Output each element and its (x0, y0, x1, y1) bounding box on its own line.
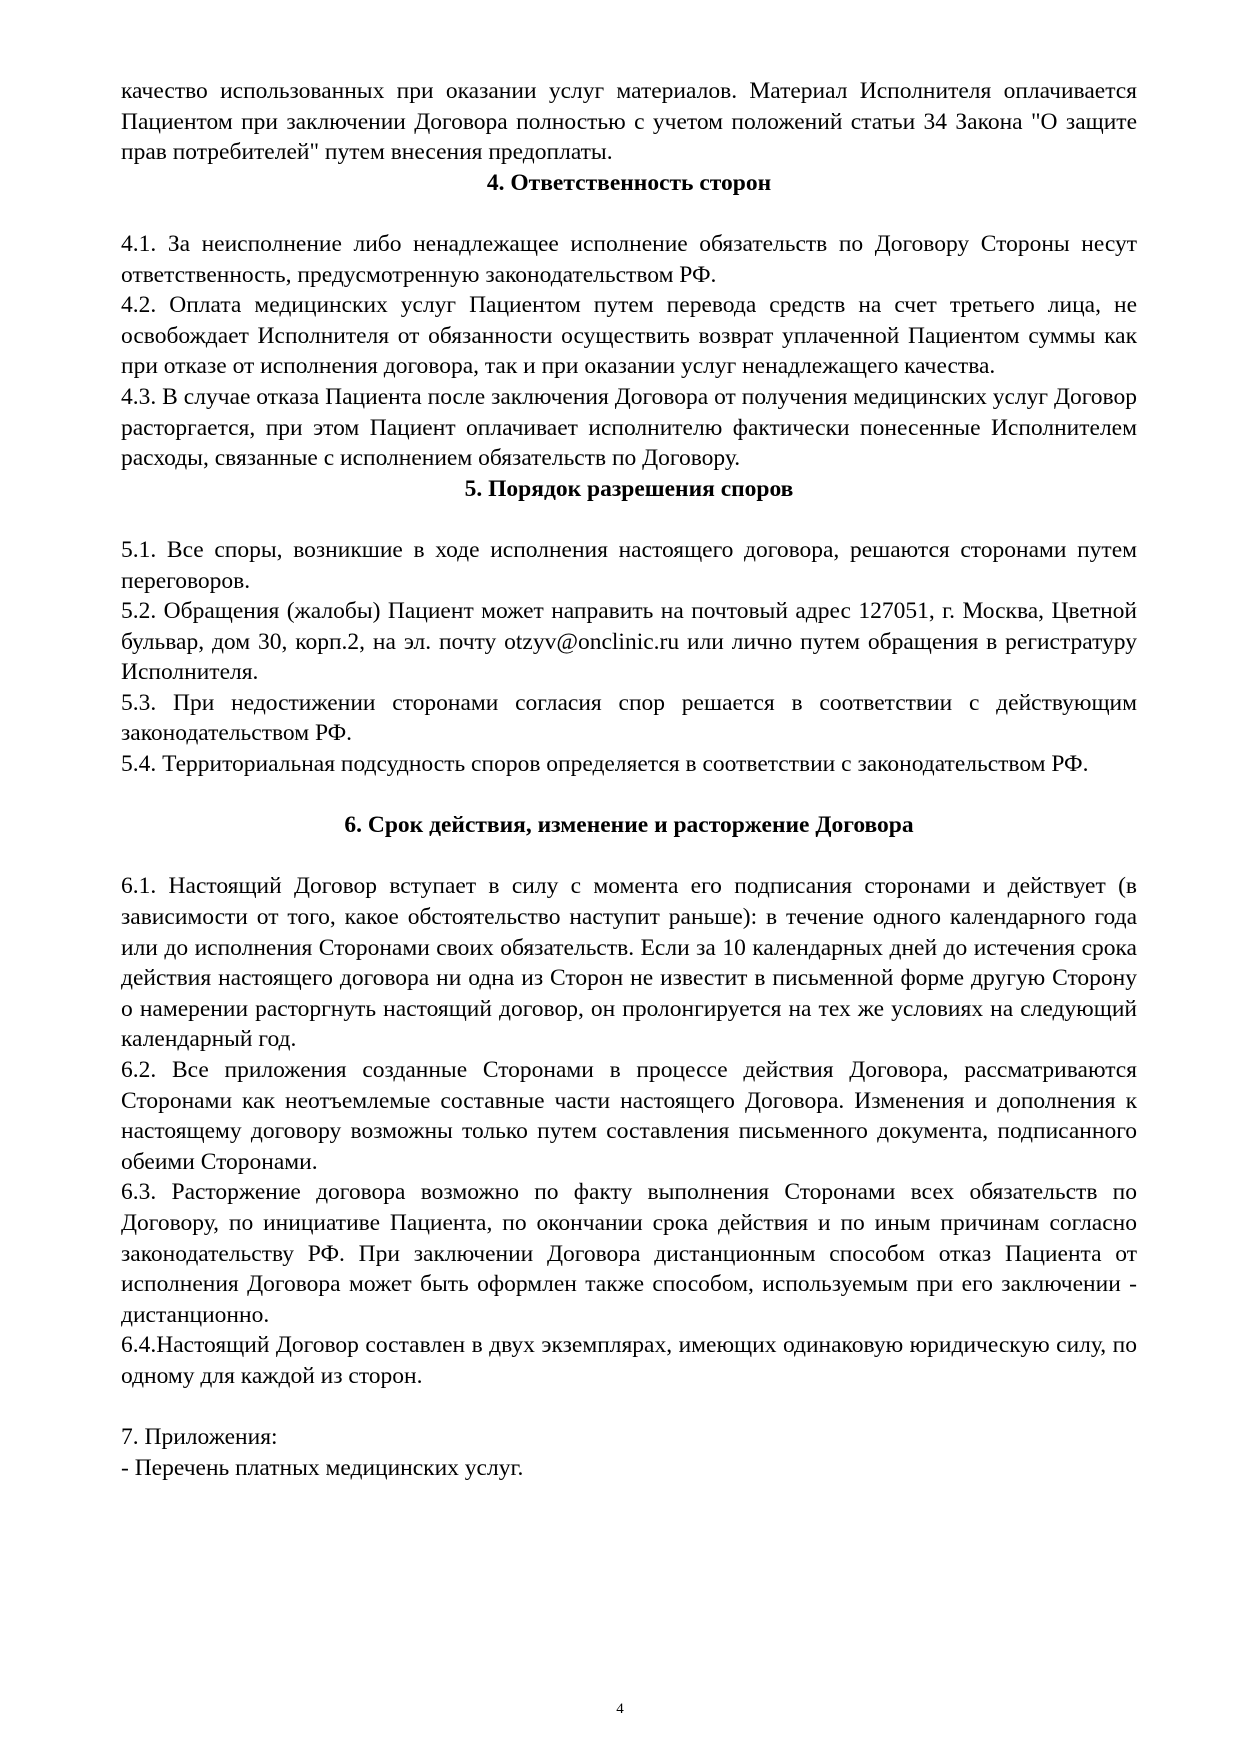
spacer (121, 504, 1137, 535)
page-number: 4 (616, 1701, 624, 1717)
clause-6-1: 6.1. Настоящий Договор вступает в силу с момента его подписания сторонами и действует (в зависимости от того, какое обстоятельство наступит раньше): в течение одного календарного года или до исполнения Сторонами своих обязательств. Если за 10 календарных дней до истечения срока действия настоящего договора ни одна из Сторон не известит в письменной форме другую Сторону о намерении расторгнуть настоящий договор, он пролонгируется на тех же условиях на следующий календарный год. (121, 873, 1137, 1053)
appendix-title: 7. Приложения: (121, 1424, 278, 1451)
section-6-heading: 6. Срок действия, изменение и расторжение Договора (344, 812, 914, 839)
clause-5-3: 5.3. При недостижении сторонами согласия спор решается в соответствии с действующим законодательством РФ. (121, 689, 1137, 747)
clause-5-1: 5.1. Все споры, возникшие в ходе исполнения настоящего договора, решаются сторонами путем переговоров. (121, 536, 1137, 594)
spacer (121, 1392, 1137, 1423)
clause-6-3: 6.3. Расторжение договора возможно по факту выполнения Сторонами всех обязательств по Договору, по инициативе Пациента, по окончании срока действия и по иным причинам согласно законодательству РФ. При заключении Договора дистанционным способом отказ Пациента от исполнения Договора может быть оформлен также способом, используемым при его заключении - дистанционно. (121, 1179, 1137, 1328)
intro-paragraph: качество использованных при оказании услуг материалов. Материал Исполнителя оплачивается Пациентом при заключении Договора полностью с учетом положений статьи 34 Закона "О защите прав потребителей" путем внесения предоплаты. (121, 78, 1137, 166)
document-body (121, 76, 1137, 1483)
clause-5-4: 5.4. Территориальная подсудность споров определяется в соответствии с законодательством РФ. (121, 751, 1089, 778)
clause-6-2: 6.2. Все приложения созданные Сторонами в процессе действия Договора, рассматриваются Сторонами как неотъемлемые составные части настоящего Договора. Изменения и дополнения к настоящему договору возможны только путем составления письменного документа, подписанного обеими Сторонами. (121, 1057, 1137, 1175)
clause-6-4: 6.4.Настоящий Договор составлен в двух экземплярах, имеющих одинаковую юридическую силу, по одному для каждой из сторон. (121, 1332, 1137, 1389)
clause-4-3: 4.3. В случае отказа Пациента после заключения Договора от получения медицинских услуг Договор расторгается, при этом Пациент оплачивает исполнителю фактически понесенные Исполнителем расходы, связанные с исполнением обязательств по Договору. (121, 383, 1137, 472)
spacer (121, 841, 1137, 872)
spacer (121, 198, 1137, 229)
section-5-heading: 5. Порядок разрешения споров (464, 475, 794, 502)
appendix-item: - Перечень платных медицинских услуг. (121, 1454, 524, 1481)
clause-4-1: 4.1. За неисполнение либо ненадлежащее исполнение обязательств по Договору Стороны несут ответственность, предусмотренную законодательством РФ. (121, 230, 1137, 288)
spacer (121, 780, 1137, 811)
section-4-heading: 4. Ответственность сторон (486, 169, 772, 196)
clause-4-2: 4.2. Оплата медицинских услуг Пациентом путем перевода средств на счет третьего лица, не освобождает Исполнителя от обязанности осуществить возврат уплаченной Пациентом суммы как при отказе от исполнения договора, так и при оказании услуг ненадлежащего качества. (121, 292, 1137, 380)
clause-5-2: 5.2. Обращения (жалобы) Пациент может направить на почтовый адрес 127051, г. Москва, Цветной бульвар, дом 30, корп.2, на эл. почту otzyv@onclinic.ru или лично путем обращения в регистратуру Исполнителя. (121, 598, 1137, 686)
